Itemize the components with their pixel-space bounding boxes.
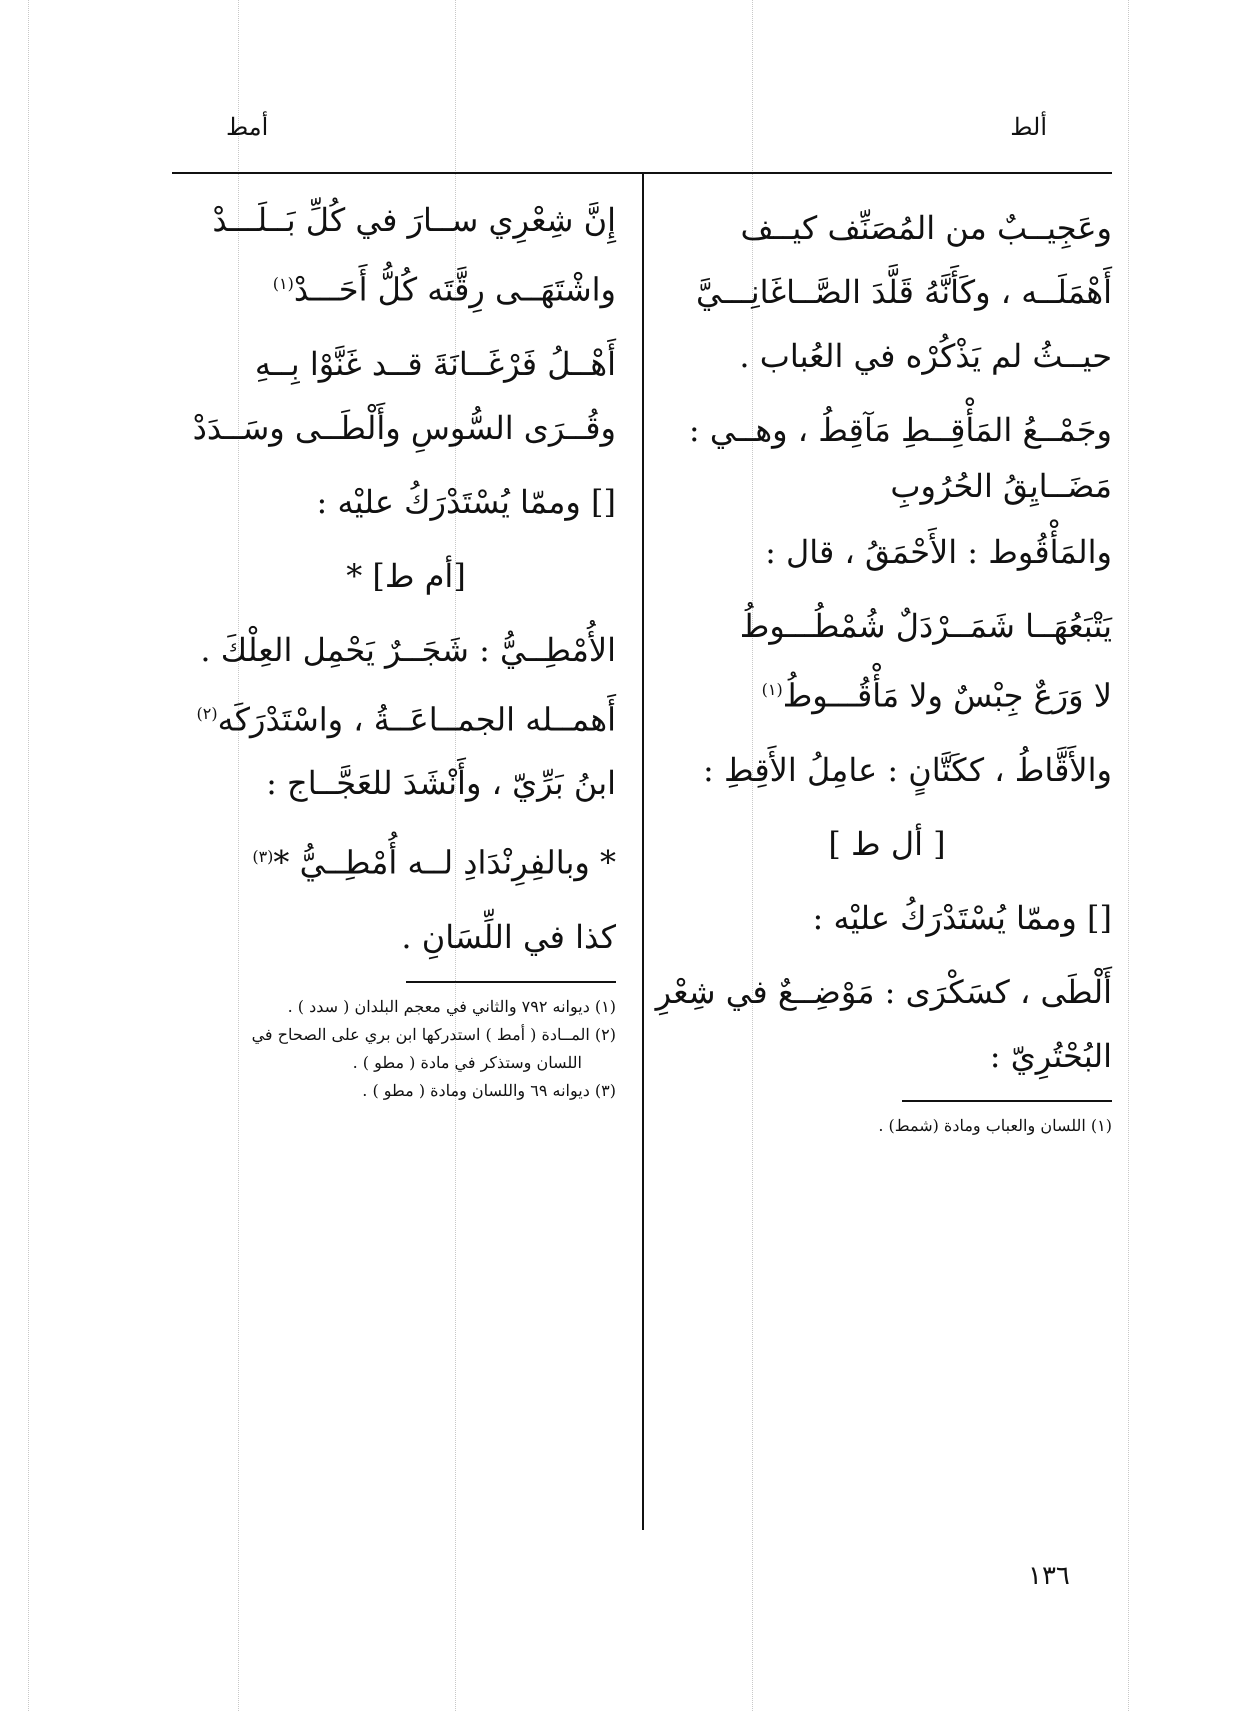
text-line: أَهْمَلَــه ، وكَأَنَّهُ قَلَّدَ الصَّــاغَانِـــيَّ xyxy=(695,273,1112,311)
footnote: (٣) ديوانه ٦٩ واللسان ومادة ( مطو ) . xyxy=(362,1080,616,1100)
verse-text: واشْتَهَــى رِقَّتَه كُلُّ أَحَـــدْ xyxy=(293,270,616,309)
verse-text: * وبالفِرِنْدَادِ لــه أُمْطِــيُّ * xyxy=(273,843,616,882)
text-line: والمَأْقُوط : الأَحْمَقُ ، قال : xyxy=(765,533,1112,571)
footnote: اللسان وستذكر في مادة ( مطو ) . xyxy=(352,1052,582,1072)
text-line: والأَقَّاطُ ، ككَتَّانٍ : عامِلُ الأَقِطِ : xyxy=(703,750,1112,789)
text-line xyxy=(196,682,616,752)
footnote-mark: (٢) xyxy=(196,703,218,723)
text-line: أَلْطَى ، كسَكْرَى : مَوْضِــعٌ في شِعْرِ xyxy=(655,972,1112,1011)
text-line: وجَمْــعُ المَأْقِــطِ مَآقِطُ ، وهــي : xyxy=(688,411,1112,449)
verse-text: لا وَرَعٌ جِبْسٌ ولا مَأْقُـــوطُ xyxy=(782,676,1112,715)
entry-heading: [أم ط] * xyxy=(346,556,466,595)
footnote: (١) اللسان والعباب ومادة (شمط) . xyxy=(878,1115,1112,1135)
verse-line xyxy=(196,252,616,322)
header-left-word: أمط xyxy=(226,113,269,141)
right-column xyxy=(655,196,1112,1140)
page-number: ١٣٦ xyxy=(1028,1561,1070,1591)
text-line: حيــثُ لم يَذْكُرْه في العُباب . xyxy=(739,337,1112,375)
footnote-mark: (١) xyxy=(761,680,783,699)
footnote-rule xyxy=(902,1100,1112,1102)
text-line: مَضَــايِقُ الحُرُوبِ xyxy=(890,467,1112,505)
left-column xyxy=(192,188,616,1105)
footnote-mark: (٣) xyxy=(252,847,274,867)
verse-line xyxy=(662,658,1112,728)
entry-heading: [ أل ط ] xyxy=(828,824,946,863)
text-line: ابنُ بَرِّيّ ، وأَنْشَدَ للعَجَّــاج : xyxy=(266,764,616,803)
text-line: الأُمْطِــيُّ : شَجَــرٌ يَحْمِل العِلْكَ . xyxy=(200,630,616,669)
verse-line: إِنَّ شِعْرِي ســارَ في كُلِّ بَــلَـــدْ xyxy=(212,201,616,239)
text-line: [] وممّا يُسْتَدْرَكُ عليْه : xyxy=(316,482,616,521)
verse-line: يَتْبَعُهَــا شَمَــرْدَلٌ شُمْطُـــوطُ xyxy=(739,607,1112,645)
verse-line xyxy=(196,825,616,895)
text-line: وعَجِيــبٌ من المُصَنِّف كيــف xyxy=(740,209,1112,247)
column-divider xyxy=(642,174,644,1530)
verse-line: وقُــرَى السُّوسِ وأَلْطَــى وسَــدَدْ xyxy=(192,408,616,447)
text-line: [] وممّا يُسْتَدْرَكُ عليْه : xyxy=(812,898,1112,937)
footnote-rule xyxy=(406,981,616,983)
verse-line: أَهْــلُ فَرْغَــانَةَ قــد غَنَّوْا بِــهِ xyxy=(254,344,616,383)
footnote-mark: (١) xyxy=(272,274,294,293)
text-line: كذا في اللِّسَانِ . xyxy=(401,917,616,956)
text-part: أَهمــله الجمــاعَــةُ ، واسْتَدْرَكَه xyxy=(217,700,616,739)
text-line: البُحْتُرِيّ : xyxy=(989,1036,1112,1075)
header-right-word: ألط xyxy=(1010,113,1047,141)
footnote: (١) ديوانه ٧٩٢ والثاني في معجم البلدان ( سدد ) . xyxy=(287,996,616,1016)
footnote: (٢) المــادة ( أمط ) استدركها ابن بري على الصحاح في xyxy=(251,1024,616,1044)
